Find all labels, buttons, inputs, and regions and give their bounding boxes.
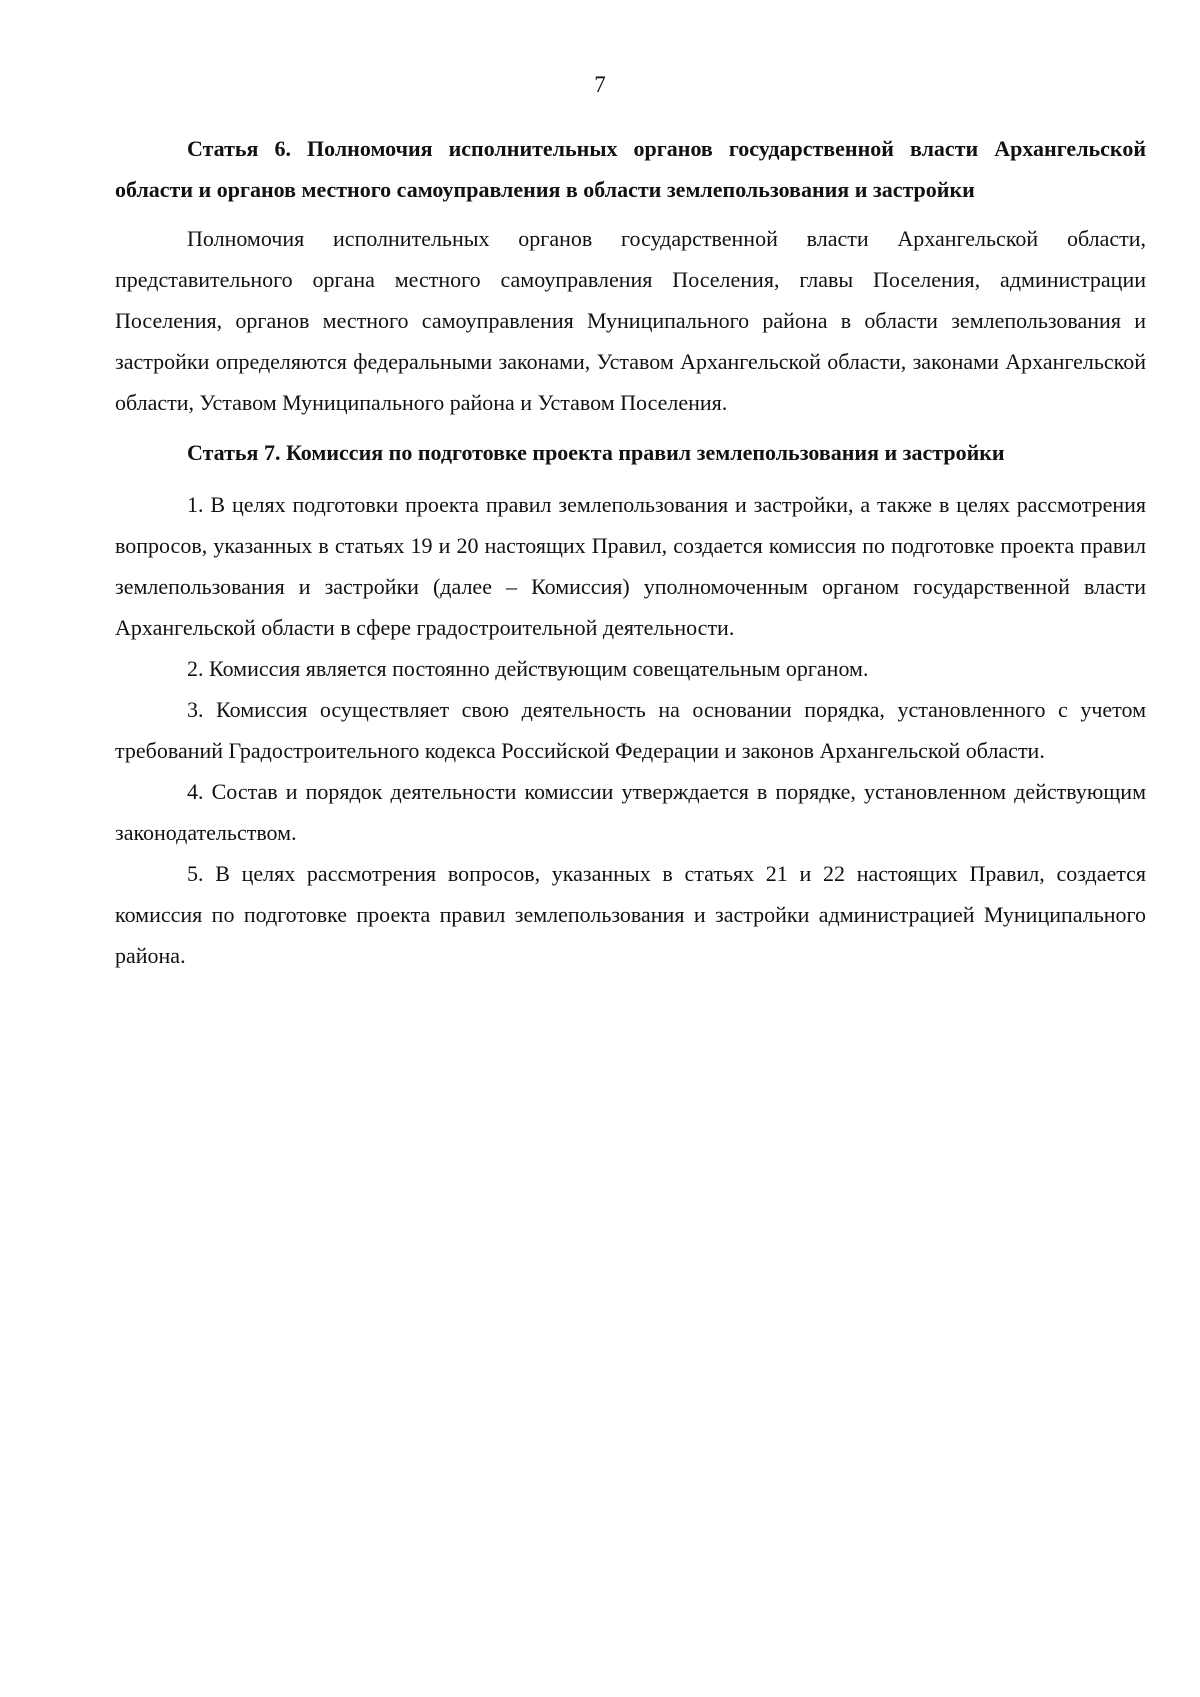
- article-7-item-4: 4. Состав и порядок деятельности комиссии утверждается в порядке, установленном действующим законодательством.: [115, 779, 1146, 845]
- article-7-heading: Статья 7. Комиссия по подготовке проекта правил землепользования и застройки: [187, 440, 1005, 465]
- article-7-item-5: 5. В целях рассмотрения вопросов, указанных в статьях 21 и 22 настоящих Правил, создается комиссия по подготовке проекта правил землепользования и застройки администрацией Муниципального района.: [115, 861, 1146, 968]
- article-6-heading: Статья 6. Полномочия исполнительных органов государственной власти Архангельской области и органов местного самоуправления в области землепользования и застройки: [115, 136, 1146, 202]
- article-7-item-3: 3. Комиссия осуществляет свою деятельность на основании порядка, установленного с учетом требований Градостроительного кодекса Российской Федерации и законов Архангельской области.: [115, 697, 1146, 763]
- page-number: 7: [594, 72, 606, 97]
- article-7-item-2: 2. Комиссия является постоянно действующим совещательным органом.: [187, 656, 869, 681]
- document-body: [115, 128, 1146, 976]
- article-6-paragraph: Полномочия исполнительных органов государственной власти Архангельской области, представительного органа местного самоуправления Поселения, главы Поселения, администрации Поселения, органов местного самоуправления Муниципального района в области землепользования и застройки определяются федеральными законами, Уставом Архангельской области, законами Архангельской области, Уставом Муниципального района и Уставом Поселения.: [115, 226, 1146, 415]
- article-7-item-1: 1. В целях подготовки проекта правил землепользования и застройки, а также в целях рассмотрения вопросов, указанных в статьях 19 и 20 настоящих Правил, создается комиссия по подготовке проекта правил землепользования и застройки (далее – Комиссия) уполномоченным органом государственной власти Архангельской области в сфере градостроительной деятельности.: [115, 492, 1146, 640]
